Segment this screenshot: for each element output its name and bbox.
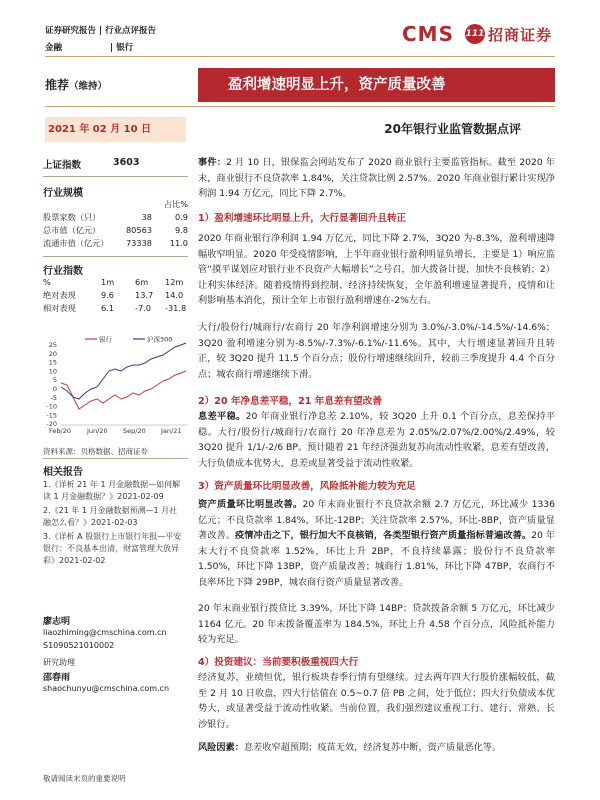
row-value: -31.8 — [165, 303, 187, 313]
sector-label: 金融 — [45, 43, 63, 53]
assistant-email[interactable]: shaochunyu@cmschina.com.cn — [43, 684, 170, 693]
table-header-row — [43, 277, 188, 290]
industry-scale-heading: 行业规模 — [43, 188, 83, 199]
report-title: 盈利增速明显上升，资产质量改善 — [198, 68, 555, 102]
x-tick: Jun/20 — [87, 427, 108, 435]
industry-scale-table — [43, 199, 188, 251]
left-divider — [43, 256, 188, 257]
table-row — [43, 303, 188, 316]
x-tick: Jan/21 — [161, 427, 182, 435]
analyst-name: 廖志明 — [43, 617, 71, 627]
logo-cms: CMS — [402, 22, 454, 46]
event-paragraph — [198, 155, 555, 202]
related-reports-heading: 相关报告 — [43, 467, 83, 478]
y-tick: 10 — [48, 367, 57, 376]
row-value: 13.7 — [135, 290, 154, 300]
para-text: 20 年末大行不良贷款率 1.52%，环比上升 2BP，不良持续暴露；股份行不良贷款率 1.50%，环比下降 13BP，资产质量改善；城商行 1.81%，环比下降 47BP，农商行不良率环比下降 29BP，城农商行资产质量显著改善。 — [198, 530, 555, 588]
para-text: 20 年末商业银行不良贷款余额 2.7 万亿元，环比减少 1336 亿元；不良贷款率 1.84%，环比-12BP；关注贷款率 2.57%，环比-8BP，资产质量显著改善。 — [198, 499, 555, 541]
title-divider — [45, 106, 555, 107]
section-heading-1: 1）盈利增速环比明显上升，大行显著回升且转正 — [198, 213, 407, 224]
body-paragraph — [198, 409, 555, 471]
analyst-license: S1090521010002 — [43, 641, 115, 650]
logo-badge-icon: 111 — [465, 24, 485, 44]
y-tick: 20 — [48, 349, 57, 358]
chart-source: 资料来源：贝格数据、招商证券 — [43, 447, 148, 456]
row-label: 绝对表现 — [43, 290, 76, 300]
row-label: 股票家数（只） — [43, 212, 101, 222]
y-tick: -20 — [46, 420, 57, 429]
body-paragraph: 大行/股份行/城商行/农商行 20 年净利润增速分别为 3.0%/-3.0%/-14.5%/-14.6%；3Q20 盈利增速分别为-8.5%/-7.3%/-6.1%/-11.6%。其中，大行增速显著回升且转正，较 3Q20 提升 11.5 个百分点；股份行增速继续回升，较前三季度提升 4.4 个百分点；城农商行增速继续下滑。 — [198, 322, 555, 380]
row-value: 38 — [141, 212, 152, 222]
rating-sub: （维持） — [69, 81, 108, 92]
left-divider — [43, 176, 188, 177]
y-tick: 15 — [48, 358, 57, 367]
industry-index-heading: 行业指数 — [43, 266, 83, 277]
company-logo — [402, 22, 567, 48]
x-tick: Feb/20 — [49, 427, 71, 435]
related-report-link[interactable]: 1.《详析 21 年 1 月金融数据—如何解读 1 月金融数据？》2021-02-09 — [43, 480, 181, 501]
share-header: 占比% — [163, 199, 188, 209]
performance-table — [43, 277, 188, 316]
y-tick: -15 — [46, 411, 57, 420]
legend-csi300: 沪深300 — [147, 335, 173, 344]
series-bank-line — [61, 371, 186, 409]
assistant-label: 研究助理 — [43, 658, 75, 667]
x-axis-labels — [49, 427, 181, 435]
risk-lead: 风险因素： — [198, 742, 244, 753]
col-header: 12m — [165, 277, 184, 287]
row-value: 6.1 — [101, 303, 115, 313]
row-value: 80563 — [125, 225, 152, 235]
body-paragraph — [198, 497, 555, 590]
index-value: 3603 — [113, 157, 140, 168]
section-heading-4: 4）投资建议：当前要积极重视四大行 — [198, 657, 359, 668]
rating-main: 推荐 — [45, 78, 70, 92]
y-tick: 0 — [52, 385, 57, 393]
table-row — [43, 212, 188, 225]
col-header: 6m — [135, 277, 149, 287]
chart-legend — [85, 335, 172, 344]
col-header: % — [43, 277, 51, 287]
event-lead: 事件： — [198, 157, 227, 168]
body-paragraph: 2020 年商业银行净利润 1.94 万亿元，同比下降 2.7%，3Q20 为-8.3%，盈利增速降幅收窄明显。2020 年受疫情影响，上半年商业银行盈利明显负增长，主要是 1）响应监管“摸平谋划应对银行业不良资产大幅增长”之号召，加大拨备计提，加快不良核销；2）让利实体经济。随着疫情得到控制、经济持续恢复，全年盈利增速显著提升，疫情和让利影响基本消化，预计全年上市银行盈利增速在-2%左右。 — [198, 233, 555, 306]
event-text: 2 月 10 日，银保监会网站发布了 2020 商业银行主要监管指标。截至 2020 年末，商业银行不良贷款率 1.84%，关注贷款比例 2.57%。2020 年商业银行累计实现净利润 1.94 万亿元，同比下降 2.7%。 — [198, 157, 555, 199]
industry-label — [45, 41, 134, 53]
row-label: 相对表现 — [43, 303, 76, 313]
table-row — [43, 290, 188, 303]
index-row — [43, 157, 188, 173]
y-tick: 25 — [48, 341, 57, 349]
table-row — [43, 225, 188, 238]
series-csi300-line — [61, 343, 186, 399]
header-divider — [45, 56, 555, 57]
row-value: 14.0 — [165, 290, 184, 300]
para-text: 20 年商业银行净息差 2.10%，较 3Q20 上升 0.1 个百分点，息差保持平稳。大行/股份行/城商行/农商行 20 年净息差为 2.05%/2.07%/2.00%/2.49%，较 3Q20 提升 1/1/-2/6 BP。预计随着 21 年经济强劲复苏向流动性收紧，息差有望改善，大行负债成本优势大，息差或显著受益于流动性收紧。 — [198, 411, 556, 469]
body-paragraph: 20 年末商业银行拨贷比 3.39%，环比下降 14BP；贷款拨备余额 5 万亿元，环比减少 1164 亿元。20 年末拨备覆盖率为 184.5%，环比上升 4.58 个百分点，风险抵补能力较为充足。 — [198, 603, 555, 645]
risk-text: 息差收窄超预期；疫苗无效，经济复苏中断，资产质量恶化等。 — [243, 742, 502, 753]
y-axis-labels — [46, 341, 57, 428]
section-heading-2: 2）20 年净息差平稳，21 年息差有望改善 — [198, 396, 382, 407]
row-value: 9.6 — [101, 290, 115, 300]
col-header: 1m — [101, 277, 115, 287]
x-tick: Sep/20 — [123, 427, 146, 435]
row-pct: 11.0 — [169, 238, 188, 248]
row-value: 73338 — [125, 238, 152, 248]
report-type: 证券研究报告 | 行业点评报告 — [45, 26, 157, 36]
table-row — [43, 238, 188, 251]
subsector-label: | 银行 — [110, 43, 134, 53]
rating — [45, 76, 107, 93]
related-report-link[interactable]: 2.《21 年 1 月金融数据预测—1 月社融怎么看？》2021-02-03 — [43, 506, 178, 527]
row-pct: 0.9 — [174, 212, 188, 222]
row-value: -7.0 — [135, 303, 151, 313]
index-label: 上证指数 — [43, 160, 82, 171]
left-divider — [43, 458, 188, 459]
y-tick: 5 — [52, 376, 57, 385]
body-paragraph: 经济复苏，业绩恒优，银行板块春季行情有望继续。过去两年四大行股价涨幅较低，截至 2 月 10 日收盘，四大行估值在 0.5~0.7 倍 PB 之间，处于低位；四大行负债成本优势大，或显著受益于流动性收紧。当前位置，我们强烈建议重视工行、建行、常熟、长沙银行。 — [198, 672, 555, 730]
row-label: 流通市值（亿元） — [43, 238, 109, 248]
para-emphasis: 疫情冲击之下，银行加大不良核销，各类型银行资产质量指标普遍改善。 — [235, 530, 532, 541]
report-subtitle: 20年银行业监管数据点评 — [384, 122, 521, 136]
risk-paragraph — [198, 740, 555, 756]
analyst-email[interactable]: liaozhiming@cmschina.com.cn — [43, 628, 167, 637]
y-tick: -5 — [50, 393, 57, 402]
footer-note: 敬请阅读末页的重要说明 — [43, 774, 126, 783]
table-header-row — [43, 199, 188, 212]
industry-index-chart — [43, 335, 188, 435]
report-date: 2021 年 02 月 10 日 — [45, 117, 186, 142]
logo-cn: 招商证券 — [488, 26, 553, 44]
para-lead: 息差平稳。 — [198, 411, 246, 422]
row-pct: 9.8 — [174, 225, 188, 235]
assistant-name: 邵春雨 — [43, 673, 71, 683]
related-report-link[interactable]: 3.《详析 A 股银行上市银行年报—平安银行：不良基本出清，财富管理大放异彩》2021-02-02 — [43, 532, 182, 565]
legend-bank: 银行 — [99, 335, 112, 344]
y-tick: -10 — [46, 402, 57, 411]
row-label: 总市值（亿元） — [43, 225, 101, 235]
para-lead: 资产质量环比明显改善。 — [198, 499, 303, 510]
section-heading-3: 3）资产质量环比明显改善，风险抵补能力较为充足 — [198, 481, 416, 492]
